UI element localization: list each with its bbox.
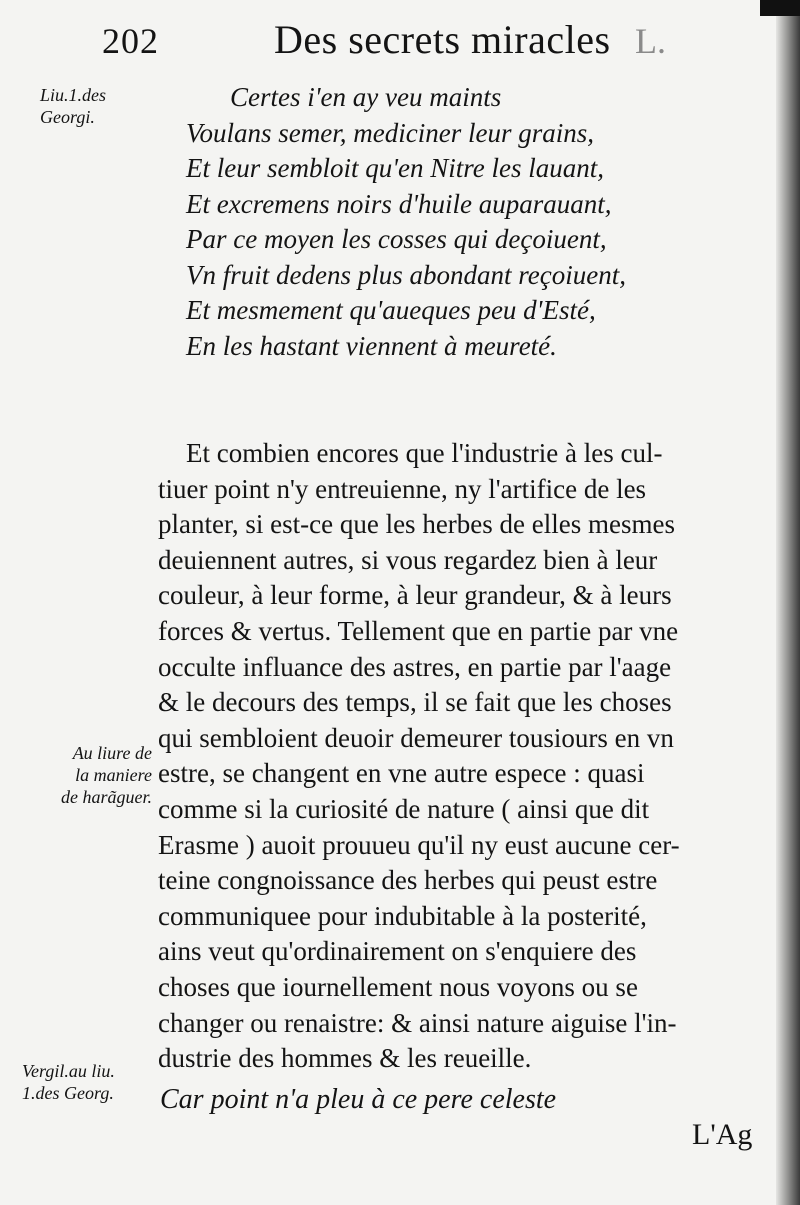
verse-line: Et excremens noirs d'huile auparauant, bbox=[186, 188, 612, 219]
verse-line: Vn fruit dedens plus abondant reçoiuent, bbox=[186, 259, 626, 290]
prose-line: deuiennent autres, si vous regardez bien à leur bbox=[158, 544, 658, 575]
prose-line: choses que iournellement nous voyons ou se bbox=[158, 971, 638, 1002]
prose-line: ains veut qu'ordinairement on s'enquiere des bbox=[158, 936, 637, 967]
margin-note-line: la maniere bbox=[75, 765, 152, 785]
margin-note-line: Georgi. bbox=[40, 107, 95, 127]
catchword: L'Ag bbox=[692, 1118, 753, 1151]
prose-paragraph bbox=[158, 436, 758, 1077]
verse-line: Par ce moyen les cosses qui deçoiuent, bbox=[186, 224, 607, 254]
verse-line: Et mesmement qu'aueques peu d'Esté, bbox=[186, 295, 596, 325]
prose-line: qui sembloient deuoir demeurer tousiours en vn bbox=[158, 722, 674, 753]
margin-note-line: Liu.1.des bbox=[40, 85, 107, 105]
prose-line: couleur, à leur forme, à leur grandeur, & à leurs bbox=[158, 580, 672, 611]
margin-note-line: 1.des Georg. bbox=[22, 1083, 114, 1103]
margin-note-line: Au liure de bbox=[72, 743, 152, 763]
verse-line: Certes i'en ay veu maints bbox=[230, 82, 502, 112]
prose-line: forces & vertus. Tellement que en partie par vne bbox=[158, 615, 679, 646]
verse-block bbox=[186, 80, 626, 364]
prose-line: comme si la curiosité de nature ( ainsi que dit bbox=[158, 793, 650, 824]
prose-line: teine congnoissance des herbes qui peust estre bbox=[158, 865, 658, 896]
prose-line: Et combien encores que l'industrie à les cul- bbox=[186, 438, 663, 468]
margin-note-line: Vergil.au liu. bbox=[22, 1061, 115, 1081]
verse-line: Et leur sembloit qu'en Nitre les lauant, bbox=[186, 153, 604, 183]
margin-note-georgics-2 bbox=[22, 1060, 115, 1104]
prose-line: dustrie des hommes & les reueille. bbox=[158, 1043, 532, 1074]
page-edge-shadow bbox=[776, 0, 800, 1205]
closing-verse-line: Car point n'a pleu à ce pere celeste bbox=[160, 1084, 557, 1115]
prose-line: Erasme ) auoit prouueu qu'il ny eust aucune cer- bbox=[158, 829, 680, 860]
page-number: 202 bbox=[102, 21, 159, 61]
prose-line: communiquee pour indubitable à la posterité, bbox=[158, 900, 647, 931]
margin-note-georgics-1 bbox=[40, 84, 106, 128]
prose-line: estre, se changent en vne autre espece : quasi bbox=[158, 758, 645, 789]
prose-line: planter, si est-ce que les herbes de elles mesmes bbox=[158, 509, 675, 540]
prose-line: occulte influance des astres, en partie par l'aage bbox=[158, 651, 672, 682]
margin-note-line: de harãguer. bbox=[61, 787, 152, 807]
page-corner-dark bbox=[760, 0, 800, 16]
margin-note-erasmus bbox=[20, 742, 152, 808]
prose-line: changer ou renaistre: & ainsi nature aiguise l'in- bbox=[158, 1007, 677, 1038]
verse-line: En les hastant viennent à meureté. bbox=[186, 330, 557, 361]
running-head-trailing: L. bbox=[635, 21, 666, 61]
prose-line: & le decours des temps, il se fait que les choses bbox=[158, 687, 672, 718]
verse-line: Voulans semer, mediciner leur grains, bbox=[186, 117, 594, 148]
running-head: Des secrets miracles bbox=[274, 17, 611, 62]
prose-line: tiuer point n'y entreuienne, ny l'artifice de les bbox=[158, 473, 647, 504]
